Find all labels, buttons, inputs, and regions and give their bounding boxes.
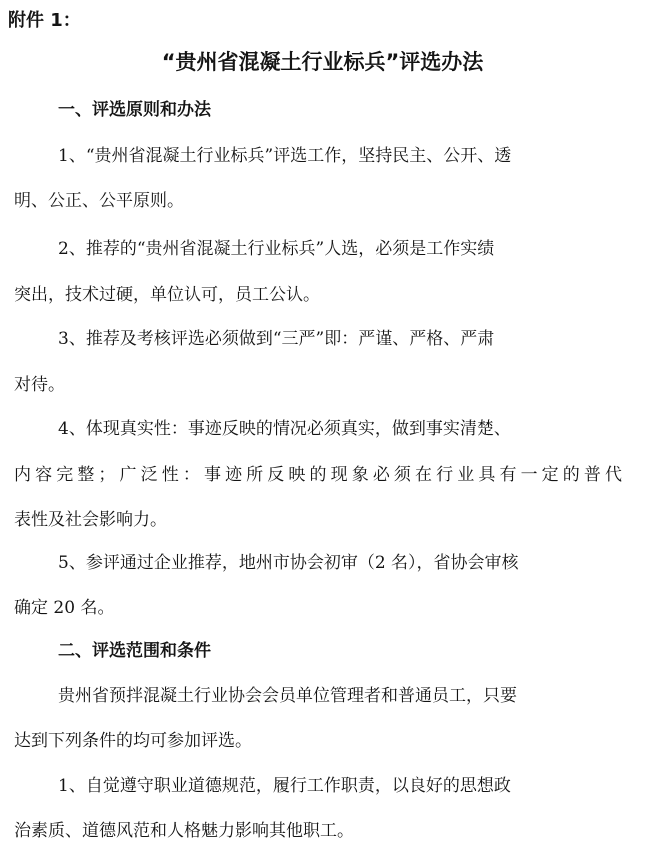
section-heading-1: 一、评选原则和办法: [58, 100, 211, 120]
paragraph-line: 3、推荐及考核评选必须做到“三严”即：严谨、严格、严肃: [58, 329, 495, 349]
paragraph-line: 突出，技术过硬，单位认可，员工公认。: [14, 285, 320, 305]
paragraph-line: 4、体现真实性：事迹反映的情况必须真实，做到事实清楚、: [58, 419, 511, 439]
paragraph-line: 表性及社会影响力。: [14, 510, 167, 530]
paragraph-line: 确定 20 名。: [14, 598, 115, 618]
document-title: “贵州省混凝土行业标兵”评选办法: [161, 50, 484, 74]
paragraph-line: 2、推荐的“贵州省混凝土行业标兵”人选，必须是工作实绩: [58, 239, 495, 259]
paragraph-line: 达到下列条件的均可参加评选。: [14, 731, 252, 751]
paragraph-line: 内容完整；广泛性：事迹所反映的现象必须在行业具有一定的普代: [14, 465, 622, 485]
paragraph-line: 1、自觉遵守职业道德规范，履行工作职责，以良好的思想政: [58, 776, 511, 796]
paragraph-line: 5、参评通过企业推荐，地州市协会初审（2 名），省协会审核: [58, 553, 519, 573]
attachment-label: 附件 1：: [8, 10, 81, 31]
paragraph-line: 对待。: [14, 375, 65, 395]
paragraph-line: 明、公正、公平原则。: [14, 191, 184, 211]
section-heading-2: 二、评选范围和条件: [58, 641, 211, 661]
paragraph-line: 治素质、道德风范和人格魅力影响其他职工。: [14, 821, 354, 841]
paragraph-line: 1、“贵州省混凝土行业标兵”评选工作，坚持民主、公开、透: [58, 146, 512, 166]
paragraph-line: 贵州省预拌混凝土行业协会会员单位管理者和普通员工，只要: [58, 686, 517, 706]
